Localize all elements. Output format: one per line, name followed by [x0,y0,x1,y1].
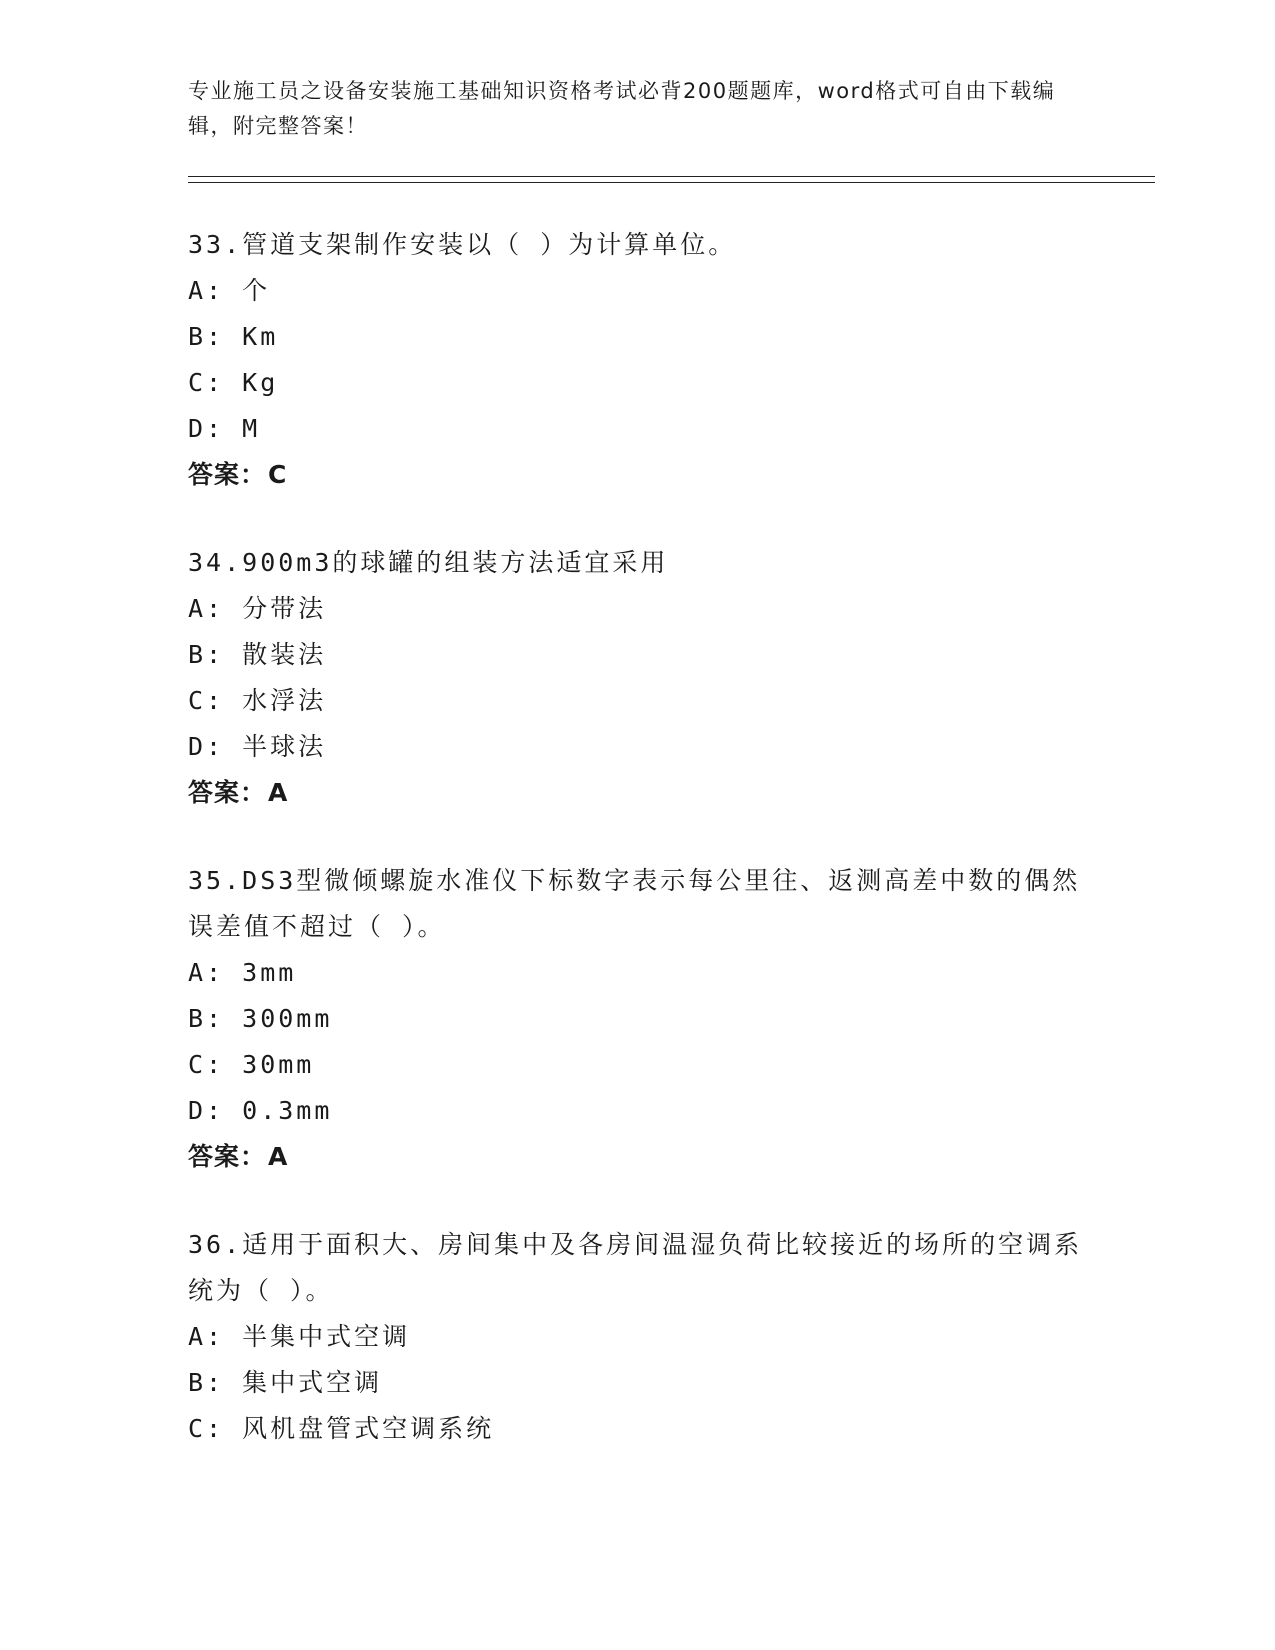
answer-label: 答案： [188,460,267,489]
question-stem: 34.900m3的球罐的组装方法适宜采用 [188,548,669,577]
answer-line [188,770,1088,816]
option-d: D: 0.3mm [188,1096,333,1125]
option-b: B: 300mm [188,1004,333,1033]
option-d: D: M [188,414,261,443]
option-a: A: 3mm [188,958,297,987]
question-36 [188,1222,1088,1452]
question-stem: 36.适用于面积大、房间集中及各房间温湿负荷比较接近的场所的空调系统为（ ）。 [188,1230,1083,1305]
option-a: A: 个 [188,276,271,305]
option-c: C: 水浮法 [188,686,327,715]
option-c: C: 风机盘管式空调系统 [188,1414,495,1443]
option-a: A: 半集中式空调 [188,1322,411,1351]
answer-line [188,452,1088,498]
answer-value: A [268,1142,289,1171]
header-divider-top [188,176,1155,177]
document-header [188,74,1088,144]
option-b: B: 散装法 [188,640,327,669]
option-c: C: 30mm [188,1050,315,1079]
answer-value: C [268,460,288,489]
question-35 [188,858,1088,1180]
answer-label: 答案： [188,778,267,807]
answer-line [188,1134,1088,1180]
question-33 [188,222,1088,498]
option-a: A: 分带法 [188,594,327,623]
option-d: D: 半球法 [188,732,327,761]
answer-label: 答案： [188,1142,267,1171]
header-divider-bottom [188,182,1155,183]
question-34 [188,540,1088,816]
question-stem: 33.管道支架制作安装以（ ）为计算单位。 [188,230,737,259]
option-b: B: Km [188,322,279,351]
question-stem: 35.DS3型微倾螺旋水准仪下标数字表示每公里往、返测高差中数的偶然误差值不超过（ ）。 [188,866,1081,941]
header-title: 专业施工员之设备安装施工基础知识资格考试必背200题题库，word格式可自由下载编辑，附完整答案！ [188,79,1056,138]
option-b: B: 集中式空调 [188,1368,383,1397]
answer-value: A [268,778,289,807]
option-c: C: Kg [188,368,279,397]
